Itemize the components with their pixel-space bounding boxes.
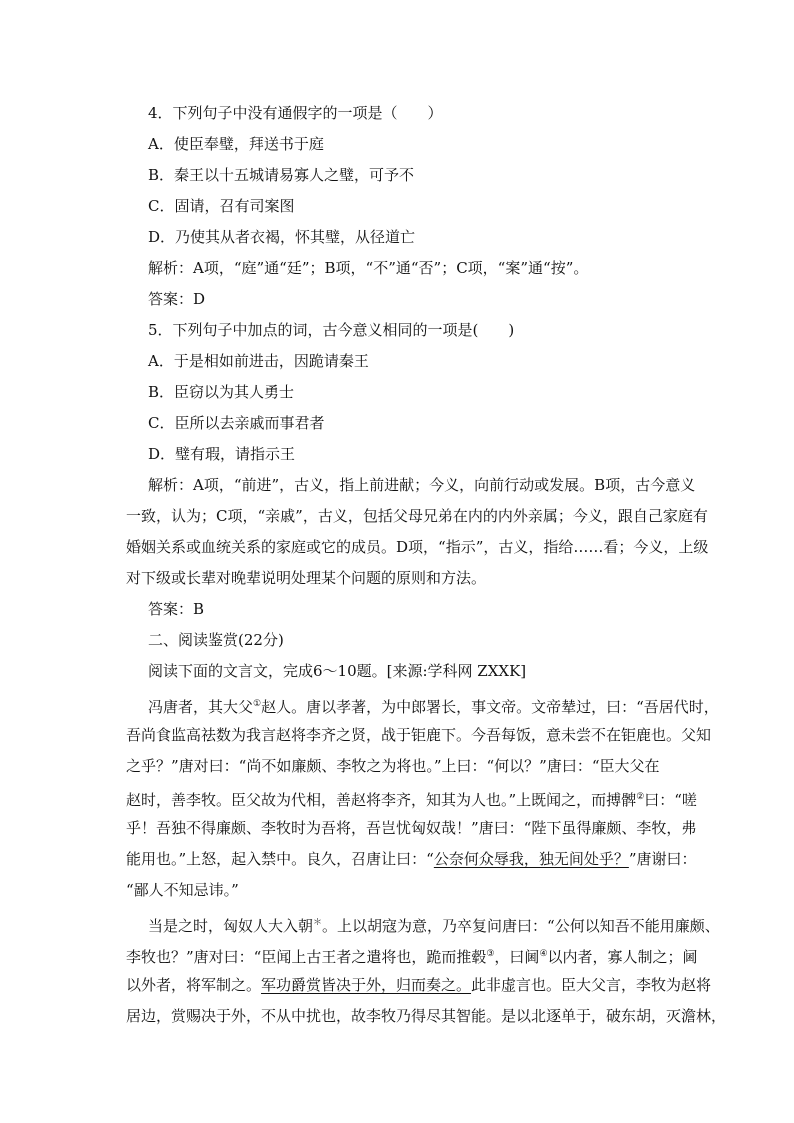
passage-line: 居边，赏赐决于外，不从中扰也，故李牧乃得尽其智能。是以北逐单于，破东胡，灭澹林， — [126, 1007, 727, 1025]
q5-answer: 答案：B — [148, 600, 205, 618]
passage-line: 冯唐者，其大父①赵人。唐以孝著，为中郎署长，事文帝。文帝辇过，曰：“吾居代时， — [148, 698, 719, 716]
q4-option-d: D．乃使其从者衣褐，怀其璧，从径道亡 — [148, 228, 416, 246]
q5-option-a: A．于是相如前进击，因跪请秦王 — [148, 352, 369, 370]
q4-option-a: A．使臣奉璧，拜送书于庭 — [148, 135, 324, 153]
q5-analysis-line: 一致，认为；C项，“亲戚”，古义，包括父母兄弟在内的内外亲属；今义，跟自己家庭有 — [126, 507, 708, 525]
q4-option-c: C．固请，召有司案图 — [148, 197, 295, 215]
q5-option-b: B．臣窃以为其人勇士 — [148, 383, 295, 401]
section-heading: 二、阅读鉴赏(22分) — [148, 631, 284, 649]
passage-line: 乎！吾独不得廉颇、李牧时为吾将，吾岂忧匈奴哉！”唐曰：“陛下虽得廉颇、李牧，弗 — [126, 819, 697, 837]
q4-analysis: 解析：A项，“庭”通“廷”；B项，“不”通“否”；C项，“案”通“按”。 — [148, 259, 589, 277]
q5-option-c: C．臣所以去亲戚而事君者 — [148, 414, 325, 432]
passage-line: 以外者，将军制之。军功爵赏皆决于外，归而奏之。此非虚言也。臣大父言，李牧为赵将 — [126, 976, 712, 994]
q4-answer: 答案：D — [148, 290, 206, 308]
passage-line: 李牧也？”唐对曰：“臣闻上古王者之遣将也，跪而推毂③，曰阃④以内者，寡人制之；阃 — [126, 948, 698, 966]
q5-option-d: D．璧有瑕，请指示王 — [148, 445, 296, 463]
q5-stem: 5．下列句子中加点的词，古今意义相同的一项是( ) — [148, 321, 515, 339]
underlined-sentence: 公奈何众辱我，独无间处乎？ — [433, 850, 629, 868]
q5-analysis-line: 解析：A项，“前进”，古义，指上前进献；今义，向前行动或发展。B项，古今意义 — [148, 476, 696, 494]
passage-line: 当是之时，匈奴人大入朝＊。上以胡寇为意，乃卒复问唐曰：“公何以知吾不能用廉颇、 — [148, 917, 720, 935]
section-instruction: 阅读下面的文言文，完成6～10题。[来源:学科网 ZXXK] — [148, 662, 527, 680]
passage-line: 赵时，善李牧。臣父故为代相，善赵将李齐，知其为人也。”上既闻之，而搏髀②曰：“嗟 — [126, 791, 697, 809]
q5-analysis-line: 婚姻关系或血统关系的家庭或它的成员。D项，“指示”，古义，指给……看；今义，上级 — [126, 538, 709, 556]
passage-line: 之乎？”唐对曰：“尚不如廉颇、李牧之为将也。”上曰：“何以？”唐曰：“臣大父在 — [126, 757, 660, 775]
q4-option-b: B．秦王以十五城请易寡人之璧，可予不 — [148, 166, 415, 184]
passage-line: 能用也。”上怒，起入禁中。良久，召唐让曰：“公奈何众辱我，独无间处乎？”唐谢曰： — [126, 850, 697, 868]
underlined-sentence: 军功爵赏皆决于外，归而奏之。 — [261, 976, 472, 994]
passage-line: 吾尚食监高祛数为我言赵将李齐之贤，战于钜鹿下。今吾每饭，意未尝不在钜鹿也。父知 — [126, 726, 712, 744]
q5-analysis-line: 对下级或长辈对晚辈说明处理某个问题的原则和方法。 — [126, 569, 487, 587]
q4-stem: 4．下列句子中没有通假字的一项是（ ） — [148, 104, 443, 122]
passage-line: “鄙人不知忌讳。” — [126, 881, 239, 899]
